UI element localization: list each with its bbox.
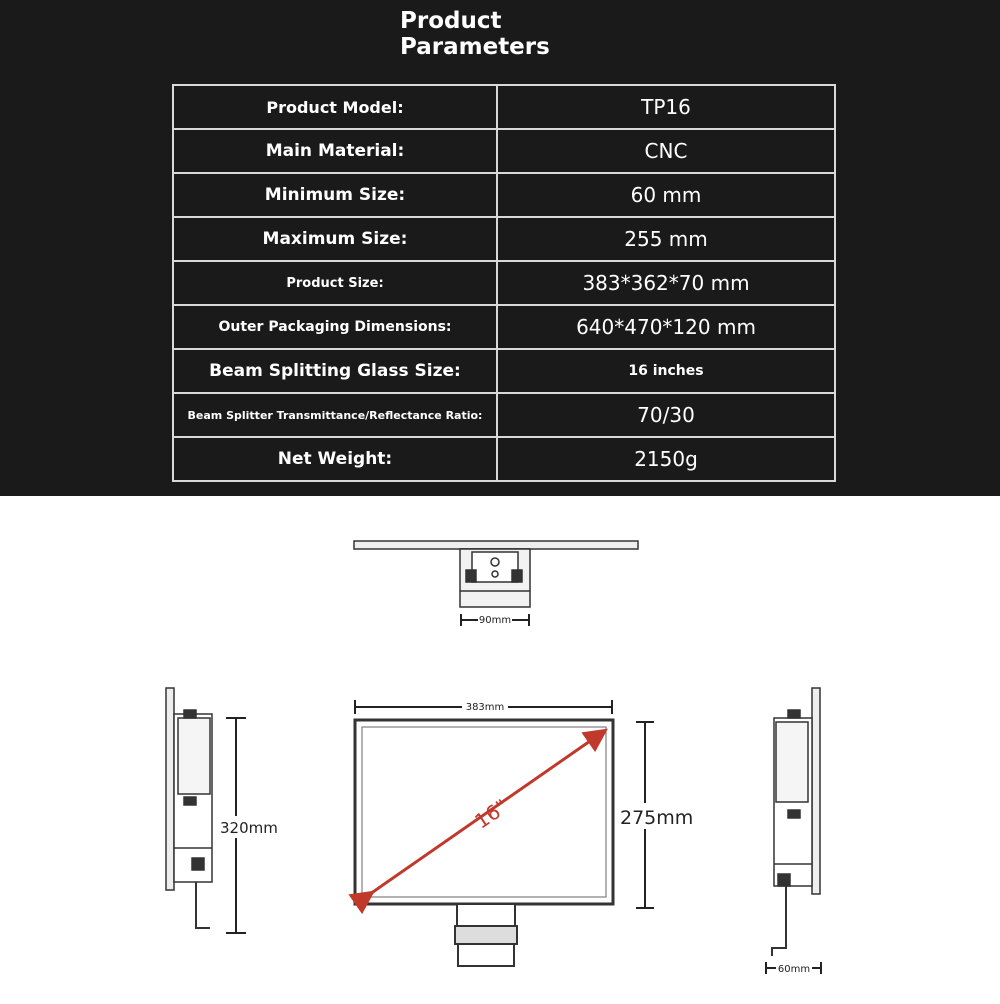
top-view-glass-edge [354,541,638,549]
left-side-dimension [220,718,280,933]
dimension-drawing [0,496,1000,1000]
spec-value: CNC [497,129,835,173]
spec-label: Net Weight: [173,437,497,481]
spec-label: Maximum Size: [173,217,497,261]
spec-value: 16 inches [497,349,835,393]
spec-label: Product Model: [173,85,497,129]
spec-label: Outer Packaging Dimensions: [173,305,497,349]
spec-label: Beam Splitting Glass Size: [173,349,497,393]
table-row [173,393,835,437]
spec-label: Beam Splitter Transmittance/Reflectance Ratio: [173,393,497,437]
table-row [173,173,835,217]
front-view-mount [457,904,515,926]
table-row [173,437,835,481]
spec-label: Main Material: [173,129,497,173]
table-row [173,85,835,129]
spec-value: 383*362*70 mm [497,261,835,305]
table-row [173,129,835,173]
table-row [173,261,835,305]
top-view-dimension [461,612,529,626]
spec-value: 60 mm [497,173,835,217]
technical-drawing [0,496,1000,1000]
section-title: Product Parameters [400,8,550,60]
spec-value: 640*470*120 mm [497,305,835,349]
spec-value: TP16 [497,85,835,129]
dim-side-depth: 60mm [777,964,811,975]
spec-label: Product Size: [173,261,497,305]
dim-top-depth: 90mm [478,615,512,626]
right-side-dimension [766,961,821,975]
dim-front-width: 383mm [465,702,505,713]
spec-value: 2150g [497,437,835,481]
spec-value: 70/30 [497,393,835,437]
table-row [173,349,835,393]
left-side-view [166,688,212,928]
right-side-view [772,688,820,956]
top-view [354,541,638,607]
table-row [173,305,835,349]
table-row [173,217,835,261]
dim-side-height: 320mm [220,819,278,837]
dim-diagonal: 16" [470,794,513,834]
parameters-panel [0,0,1000,496]
specs-table [172,84,836,482]
dim-front-height: 275mm [620,807,694,829]
front-view [355,699,694,966]
spec-value: 255 mm [497,217,835,261]
spec-label: Minimum Size: [173,173,497,217]
